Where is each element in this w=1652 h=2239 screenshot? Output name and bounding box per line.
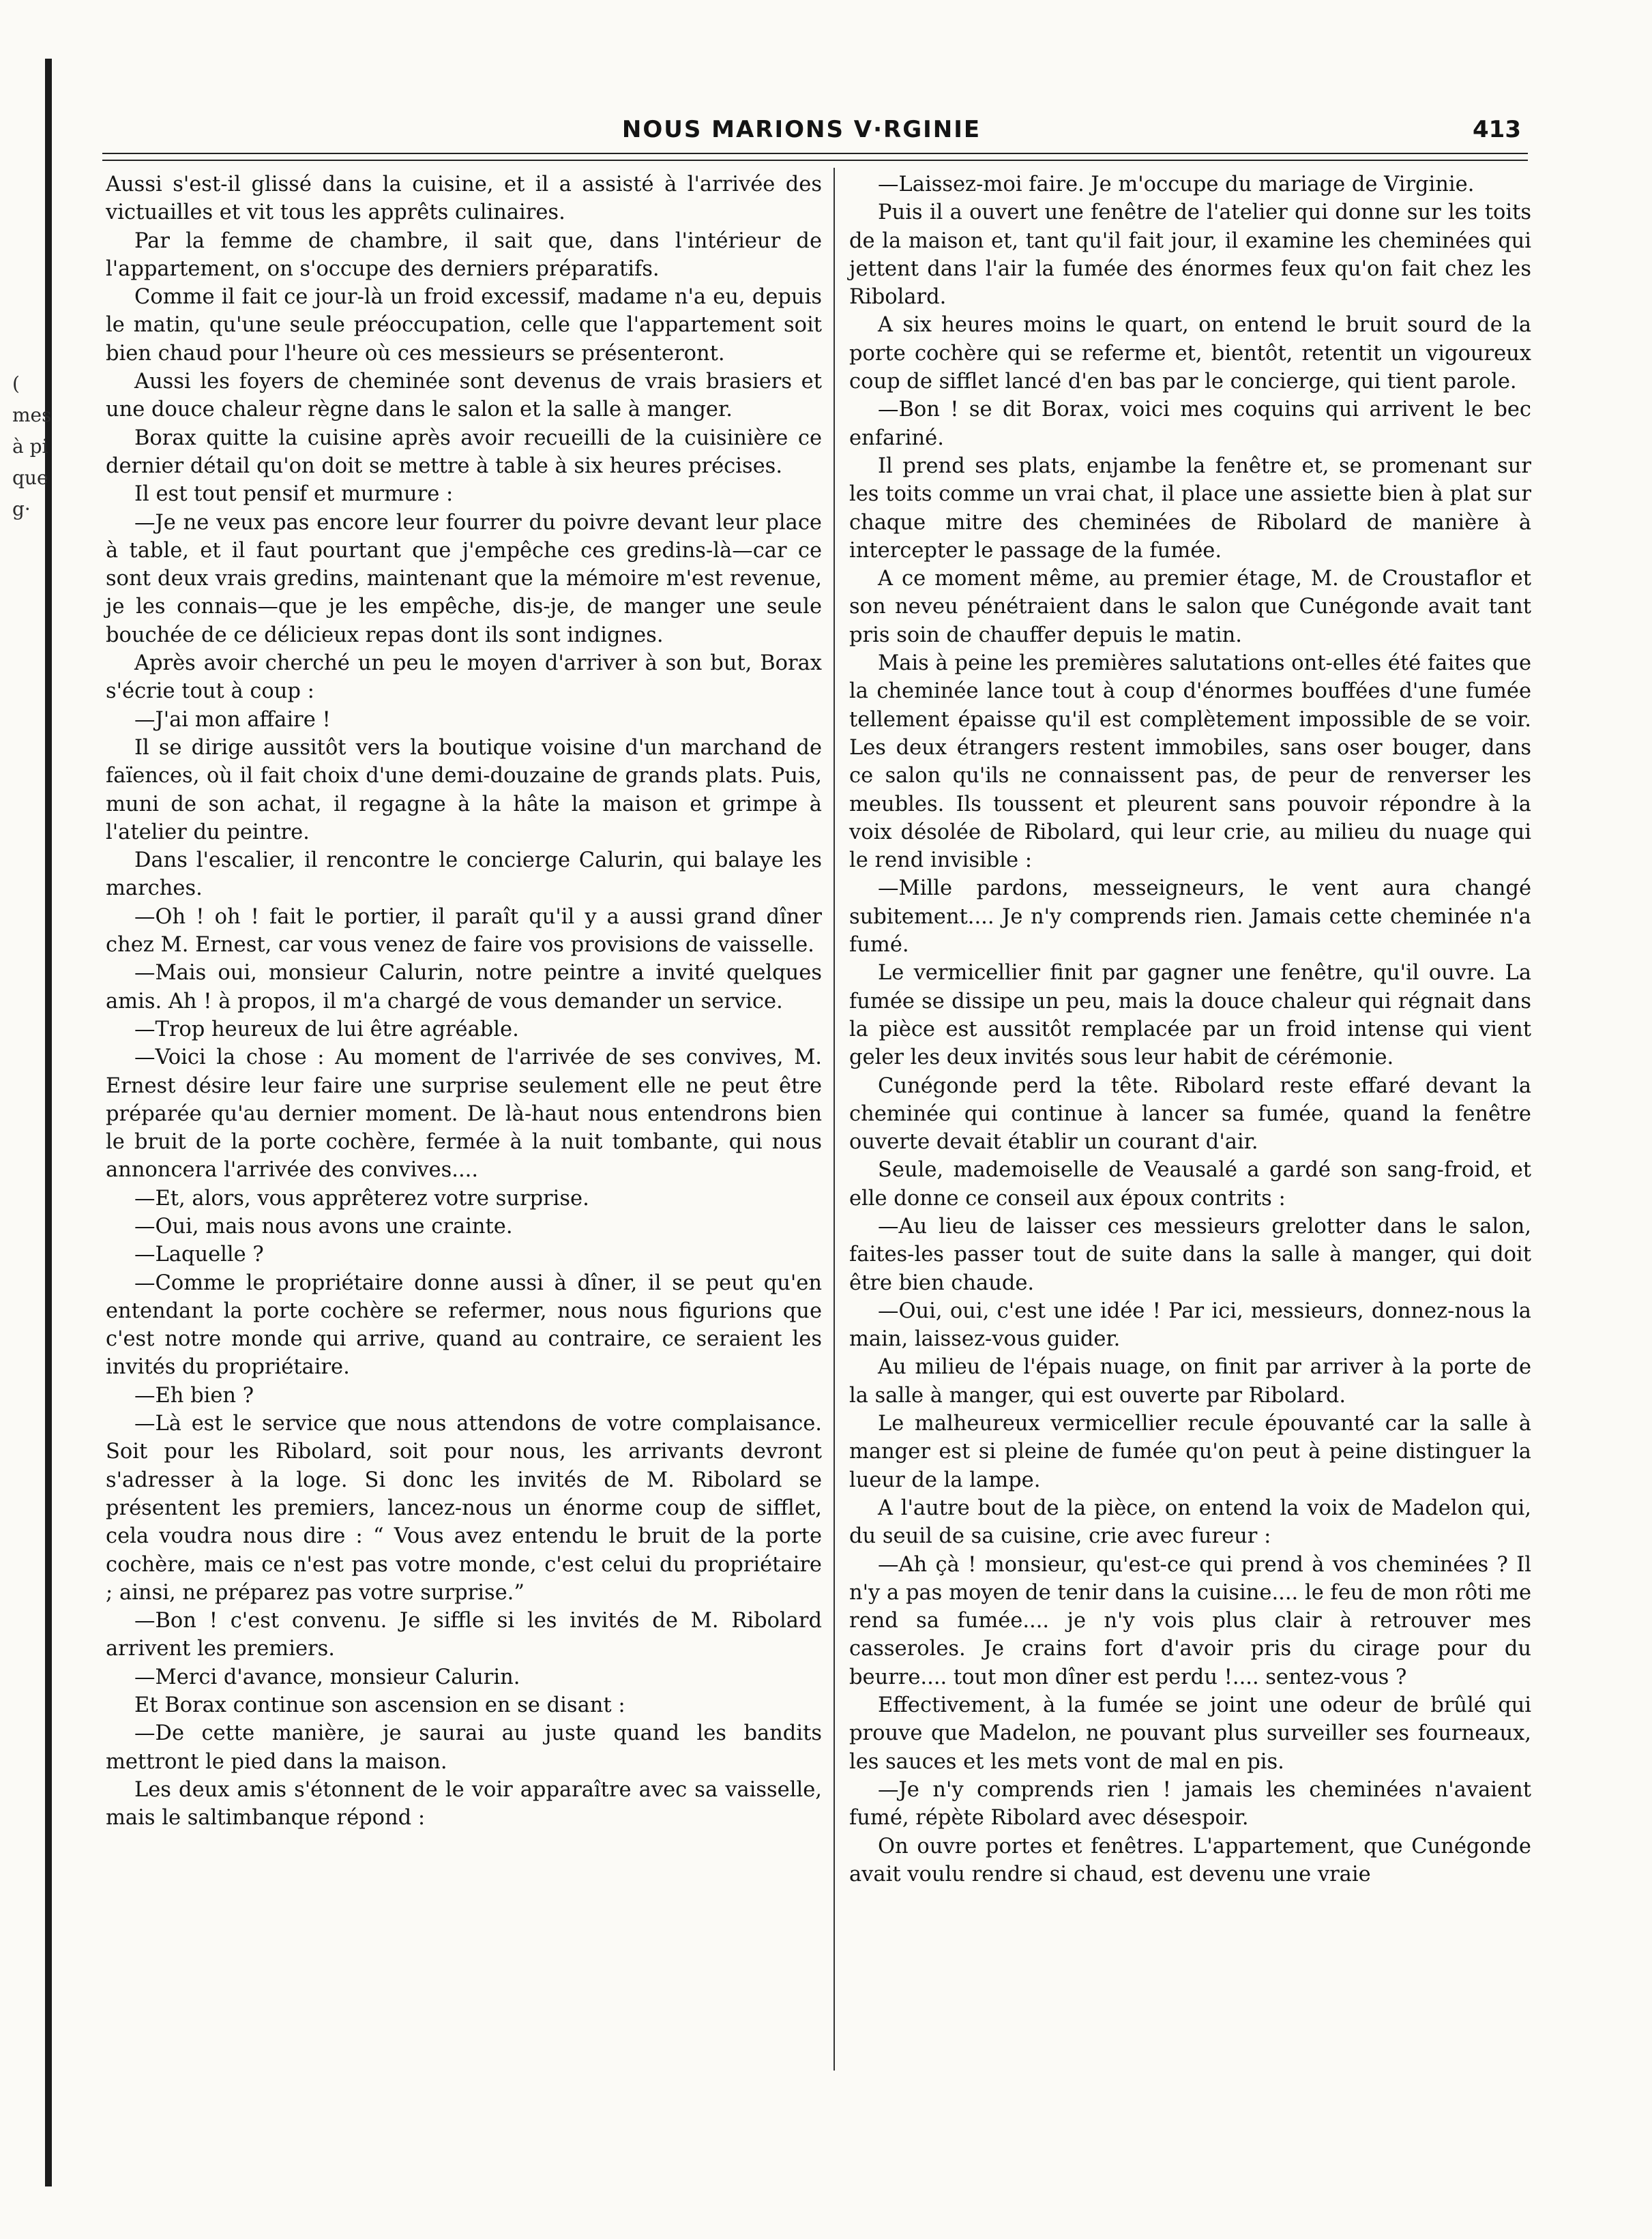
paragraph: Mais à peine les premières salutations ont-elles été faites que la cheminée lance tout à coup d'énormes bouffées d'une fumée tellement épaisse qu'il est complètement impossible de se voir. Les deux étrangers restent immobiles, sans oser bouger, dans ce salon qu'ils ne connaissent pas, de peur de renverser les meubles. Ils toussent et pleurent sans pouvoir répondre à la voix désolée de Ribolard, qui leur crie, au milieu du nuage qui le rend invisible : [849,651,1531,873]
paragraph: Le malheureux vermicellier recule épouvanté car la salle à manger est si pleine de fumée qu'on peut à peine distinguer la lueur de la lampe. [849,1412,1531,1492]
paragraph: —Trop heureux de lui être agréable. [134,1017,519,1041]
left-column [106,170,822,1833]
paragraph: Il prend ses plats, enjambe la fenêtre et, se promenant sur les toits comme un vrai chat, il place une assiette bien à plat sur chaque mitre des cheminées de Ribolard de manière à intercepter le passage de la fumée. [849,454,1531,563]
paragraph: —Au lieu de laisser ces messieurs grelotter dans le salon, faites-les passer tout de suite dans la salle à manger, qui doit être bien chaude. [849,1214,1531,1295]
margin-note: à pi [12,435,48,458]
paragraph: —Mille pardons, messeigneurs, le vent aura changé subitement.... Je n'y comprends rien. Jamais cette cheminée n'a fumé. [849,876,1531,958]
paragraph: Le vermicellier finit par gagner une fenêtre, qu'il ouvre. La fumée se dissipe un peu, mais la douce chaleur qui régnait dans la pièce est aussitôt remplacée par un froid intense qui vient geler les deux invités sous leur habit de cérémonie. [849,961,1531,1070]
paragraph: Par la femme de chambre, il sait que, dans l'intérieur de l'appartement, on s'occupe des derniers préparatifs. [106,228,822,281]
paragraph: Puis il a ouvert une fenêtre de l'atelier qui donne sur les toits de la maison et, tant qu'il fait jour, il examine les cheminées qui jettent dans l'air la fumée des énormes feux qu'on fait chez les Ribolard. [849,201,1531,310]
paragraph: —Laquelle ? [134,1243,264,1267]
paragraph: Dans l'escalier, il rencontre le concierge Calurin, qui balaye les marches. [106,848,822,901]
margin-notes [12,368,67,525]
paragraph: —Et, alors, vous apprêterez votre surprise. [134,1186,589,1211]
paragraph: Au milieu de l'épais nuage, on finit par arriver à la porte de la salle à manger, qui est ouverte par Ribolard. [849,1355,1531,1408]
paragraph: Seule, mademoiselle de Veausalé a gardé son sang-froid, et elle donne ce conseil aux époux contrits : [849,1158,1531,1211]
paragraph: —Laissez-moi faire. Je m'occupe du mariage de Virginie. [878,173,1475,196]
right-column [849,170,1531,1888]
margin-note: ( [12,372,20,395]
paragraph: —Comme le propriétaire donne aussi à dîner, il se peut qu'en entendant la porte cochère se refermer, nous nous figurions que c'est notre monde qui arrive, quand au contraire, ce seraient les invités du propriétaire. [106,1271,822,1380]
paragraph: —Bon ! se dit Borax, voici mes coquins qui arrivent le bec enfariné. [849,398,1531,450]
paragraph: —De cette manière, je saurai au juste quand les bandits mettront le pied dans la maison. [106,1721,822,1774]
paragraph: —Oui, oui, c'est une idée ! Par ici, messieurs, donnez-nous la main, laissez-vous guider. [849,1299,1531,1352]
margin-note: mes [12,404,52,426]
paragraph: —Voici la chose : Au moment de l'arrivée de ses convives, M. Ernest désire leur faire une surprise seulement elle ne peut être préparée qu'au dernier moment. De là-haut nous entendrons bien le bruit de la porte cochère, fermée à la nuit tombante, qui nous annoncera l'arrivée des convives.... [106,1046,822,1183]
paragraph: —Bon ! c'est convenu. Je siffle si les invités de M. Ribolard arrivent les premiers. [106,1609,822,1661]
header-rule [102,153,1528,161]
paragraph: Effectivement, à la fumée se joint une odeur de brûlé qui prouve que Madelon, ne pouvant plus surveiller ses fourneaux, les sauces et les mets vont de mal en pis. [849,1693,1531,1774]
paragraph: —Oui, mais nous avons une crainte. [134,1214,513,1239]
paragraph: —Je n'y comprends rien ! jamais les cheminées n'avaient fumé, répète Ribolard avec désespoir. [849,1777,1531,1830]
page-header [82,116,1521,150]
page-number: 413 [1473,116,1521,143]
paragraph: A ce moment même, au premier étage, M. de Croustaflor et son neveu pénétraient dans le salon que Cunégonde avait tant pris soin de chauffer depuis le matin. [849,567,1531,647]
paragraph: Comme il fait ce jour-là un froid excessif, madame n'a eu, depuis le matin, qu'une seule préoccupation, celle que l'appartement soit bien chaud pour l'heure où ces messieurs se présenteront. [106,285,822,366]
paragraph: Il est tout pensif et murmure : [134,482,454,507]
running-title: NOUS MARIONS V·RGINIE [621,116,982,143]
paragraph: —Oh ! oh ! fait le portier, il paraît qu'il y a aussi grand dîner chez M. Ernest, car vous venez de faire vos provisions de vaisselle. [106,904,822,958]
margin-note: que [12,466,48,489]
paragraph: Borax quitte la cuisine après avoir recueilli de la cuisinière ce dernier détail qu'on doit se mettre à table à six heures précises. [106,426,822,478]
paragraph: On ouvre portes et fenêtres. L'appartement, que Cunégonde avait voulu rendre si chaud, est devenu une vraie [849,1834,1531,1886]
paragraph: A l'autre bout de la pièce, on entend la voix de Madelon qui, du seuil de sa cuisine, crie avec fureur : [849,1496,1531,1549]
paragraph: —Eh bien ? [134,1383,254,1408]
paragraph: —J'ai mon affaire ! [134,707,331,732]
column-divider [834,168,835,2071]
paragraph: —Merci d'avance, monsieur Calurin. [134,1665,520,1689]
paragraph: Aussi s'est-il glissé dans la cuisine, et il a assisté à l'arrivée des victuailles et vit tous les apprêts culinaires. [106,173,822,225]
paragraph: —Là est le service que nous attendons de votre complaisance. Soit pour les Ribolard, soit pour nous, les arrivants devront s'adresser à la loge. Si donc les invités de M. Ribolard se présentent les premiers, lancez-nous un énorme coup de sifflet, cela voudra nous dire : “ Vous avez entendu le bruit de la porte cochère, mais ce n'est pas votre monde, c'est celui du propriétaire ; ainsi, ne préparez pas votre surprise.” [106,1412,822,1605]
paragraph: Aussi les foyers de cheminée sont devenus de vrais brasiers et une douce chaleur règne dans le salon et la salle à manger. [106,370,822,422]
paragraph: Et Borax continue son ascension en se disant : [134,1693,625,1718]
paragraph: —Ah çà ! monsieur, qu'est-ce qui prend à vos cheminées ? Il n'y a pas moyen de tenir dans la cuisine.... le feu de mon rôti me rend sa fumée.... je n'y vois plus clair à retrouver mes casseroles. Je crains fort d'avoir pris du cirage pour du beurre.... tout mon dîner est perdu !.... sentez-vous ? [849,1552,1531,1689]
paragraph: Il se dirige aussitôt vers la boutique voisine d'un marchand de faïences, où il fait choix d'une demi-douzaine de grands plats. Puis, muni de son achat, il regagne à la hâte la maison et grimpe à l'atelier du peintre. [106,735,822,844]
margin-note: g· [12,498,31,520]
paragraph: Cunégonde perd la tête. Ribolard reste effaré devant la cheminée qui continue à lancer sa fumée, quand la fenêtre ouverte devait établir un courant d'air. [849,1073,1531,1155]
paragraph: A six heures moins le quart, on entend le bruit sourd de la porte cochère qui se referme et, bientôt, retentit un vigoureux coup de sifflet lancé d'en bas par le concierge, qui tient parole. [849,313,1531,394]
paragraph: —Je ne veux pas encore leur fourrer du poivre devant leur place à table, et il faut pourtant que j'empêche ces gredins-là—car ce sont deux vrais gredins, maintenant que la mémoire m'est revenue, je les connais—que je les empêche, dis-je, de manger une seule bouchée de ce délicieux repas dont ils sont indignes. [106,510,822,647]
paragraph: Après avoir cherché un peu le moyen d'arriver à son but, Borax s'écrie tout à coup : [106,651,822,704]
paragraph: —Mais oui, monsieur Calurin, notre peintre a invité quelques amis. Ah ! à propos, il m'a chargé de vous demander un service. [106,961,822,1013]
paragraph: Les deux amis s'étonnent de le voir apparaître avec sa vaisselle, mais le saltimbanque répond : [106,1777,822,1830]
